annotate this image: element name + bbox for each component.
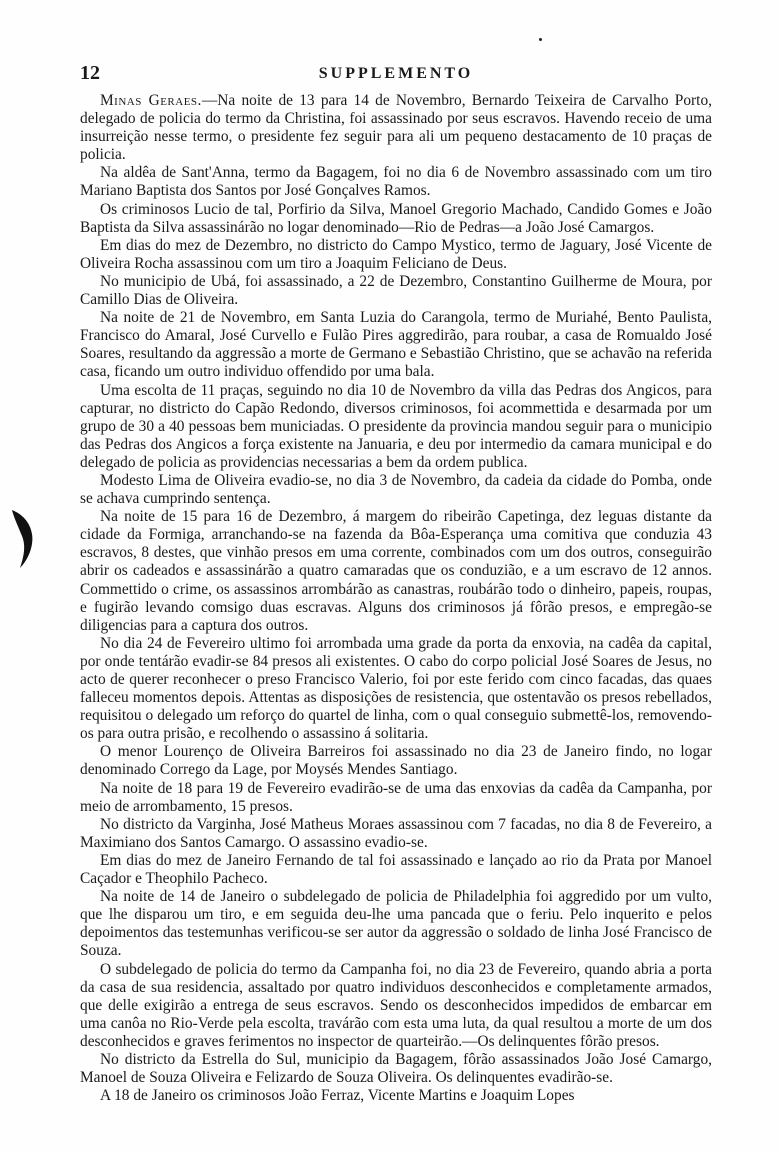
paragraph: No districto da Estrella do Sul, municipio da Bagagem, fôrão assassinados João José Camargo, Manoel de Souza Oliveira e Felizardo de Souza Oliveira. Os delinquentes evadirão-se. <box>80 1050 712 1087</box>
paragraph: Na noite de 18 para 19 de Fevereiro evadirão-se de uma das enxovias da cadêa da Campanha, por meio de arrombamento, 15 presos. <box>80 779 712 815</box>
paragraph: No districto da Varginha, José Matheus Moraes assassinou com 7 facadas, no dia 8 de Fevereiro, a Maximiano dos Santos Camargo. O assassino evadio-se. <box>80 815 712 851</box>
paragraph: Uma escolta de 11 praças, seguindo no dia 10 de Novembro da villa das Pedras dos Angicos, para capturar, no districto do Capão Redondo, diversos criminosos, foi acommettida e desarmada por um grupo de 30 a 40 pessoas bem municiadas. O presidente da provincia mandou seguir para o municipio das Pedras dos Angicos a força existente na Januaria, e deu por intermedio da camara municipal e do delegado de policia as providencias necessarias a bem da ordem publica. <box>80 381 712 471</box>
running-title: SUPPLEMENTO <box>318 65 474 82</box>
ink-speck <box>539 38 542 41</box>
paragraph: Em dias do mez de Janeiro Fernando de tal foi assassinado e lançado ao rio da Prata por Manoel Caçador e Theophilo Pacheco. <box>80 851 712 888</box>
paragraph: Na noite de 21 de Novembro, em Santa Luzia do Carangola, termo de Muriahé, Bento Paulista, Francisco do Amaral, José Curvello e Fulão Pires aggredirão, para roubar, a casa de Romualdo José Soares, resultando da aggressão a morte de Germano e Sebastião Christino, que se achavão na referida casa, ficando um outro individuo offendido por uma bala. <box>80 309 712 381</box>
paragraph: O subdelegado de policia do termo da Campanha foi, no dia 23 de Fevereiro, quando abria a porta da casa de sua residencia, assaltado por quatro individuos desconhecidos e completamente armados, que delle exigirão a entrega de seus escravos. Sendo os desconhecidos impedidos de embarcar em uma canôa no Rio-Verde pela escolta, travárão com esta uma luta, da qual resultou a morte de um dos desconhecidos e graves ferimentos no inspector de quarteirão.—Os delinquentes fôrão presos. <box>80 960 712 1050</box>
page-number: 12 <box>80 62 100 84</box>
paragraph: Modesto Lima de Oliveira evadio-se, no dia 3 de Novembro, da cadeia da cidade do Pomba, onde se achava cumprindo sentença. <box>80 471 712 508</box>
page-header <box>80 62 712 92</box>
paragraph <box>80 92 712 164</box>
paragraph: No dia 24 de Fevereiro ultimo foi arrombada uma grade da porta da enxovia, na cadêa da capital, por onde tentárão evadir-se 84 presos ali existentes. O cabo do corpo policial José Soares de Jesus, no acto de querer reconhecer o preso Francisco Valerio, foi por este ferido com cinco facadas, das quaes falleceu momentos depois. Attentas as disposições de resistencia, que ostentavão os presos rebellados, requisitou o delegado um reforço do quartel de linha, com o qual conseguio submettê-los, removendo-os para outra prisão, e recolhendo o assassino á solitaria. <box>80 634 712 743</box>
paragraph: No municipio de Ubá, foi assassinado, a 22 de Dezembro, Constantino Guilherme de Moura, por Camillo Dias de Oliveira. <box>80 272 712 309</box>
paragraph: Em dias do mez de Dezembro, no districto do Campo Mystico, termo de Jaguary, José Vicente de Oliveira Rocha assassinou com um tiro a Joaquim Feliciano de Deus. <box>80 236 712 272</box>
binding-mark <box>8 506 38 572</box>
paragraph-text: —Na noite de 13 para 14 de Novembro, Bernardo Teixeira de Carvalho Porto, delegado de policia do termo da Christina, foi assassinado por seus escravos. Havendo receio de uma insurreição nesse termo, o presidente fez seguir para ali um pequeno destacamento de 10 praças de policia. <box>80 92 712 164</box>
document-page <box>80 62 712 1105</box>
paragraph: Na noite de 15 para 16 de Dezembro, á margem do ribeirão Capetinga, dez leguas distante da cidade da Formiga, arranchando-se na fazenda da Bôa-Esperança uma comitiva que conduzia 43 escravos, 8 destes, que vinhão presos em uma corrente, combinados com um dos outros, conseguirão abrir os cadeados e assassinárão a quatro camaradas que os conduzião, e a um escravo de 12 annos. Commettido o crime, os assassinos arrombárão as canastras, roubárão todo o dinheiro, papeis, roupas, e fugirão levando comsigo duas escravas. Alguns dos criminosos já fôrão presos, e empregão-se diligencias para a captura dos outros. <box>80 508 712 634</box>
paragraph: Os criminosos Lucio de tal, Porfirio da Silva, Manoel Gregorio Machado, Candido Gomes e João Baptista da Silva assassinárão no logar denominado—Rio de Pedras—a João José Camargos. <box>80 200 712 236</box>
paragraph: Na noite de 14 de Janeiro o subdelegado de policia de Philadelphia foi aggredido por um vulto, que lhe disparou um tiro, e em seguida deu-lhe uma pancada que o feriu. Pelo inquerito e pelos depoimentos das testemunhas verificou-se ser autor da aggressão o soldado de linha José Francisco de Souza. <box>80 888 712 960</box>
article-body <box>80 92 712 1105</box>
paragraph: Na aldêa de Sant'Anna, termo da Bagagem, foi no dia 6 de Novembro assassinado com um tiro Mariano Baptista dos Santos por José Gonçalves Ramos. <box>80 164 712 200</box>
paragraph: O menor Lourenço de Oliveira Barreiros foi assassinado no dia 23 de Janeiro findo, no logar denominado Corrego da Lage, por Moysés Mendes Santiago. <box>80 743 712 779</box>
paragraph: A 18 de Janeiro os criminosos João Ferraz, Vicente Martins e Joaquim Lopes <box>100 1087 575 1105</box>
section-lead: Minas Geraes. <box>100 92 202 109</box>
